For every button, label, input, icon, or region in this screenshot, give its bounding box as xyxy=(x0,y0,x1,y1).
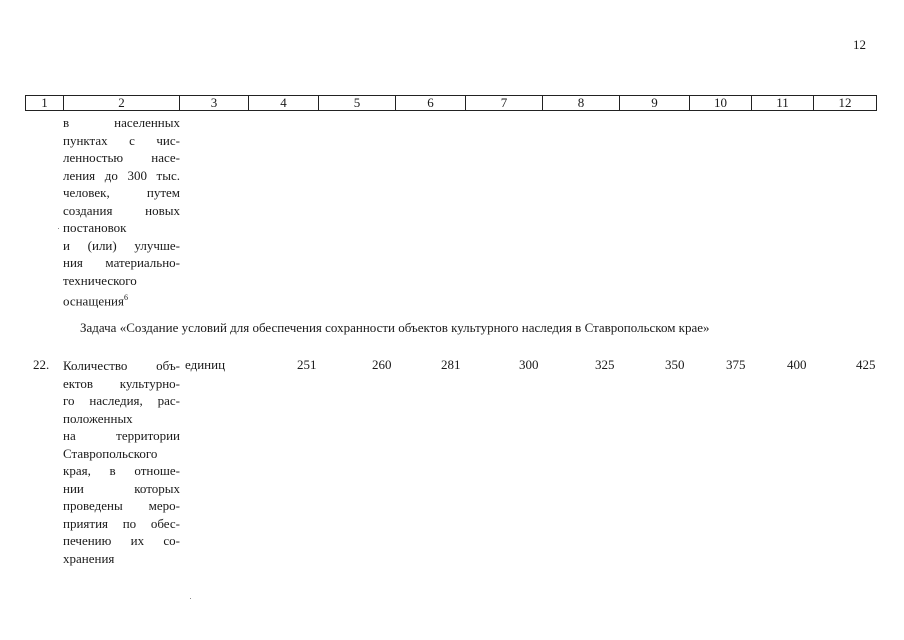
row-22-value-col-9: 350 xyxy=(665,357,685,372)
page-number: 12 xyxy=(853,37,866,52)
scan-speck xyxy=(58,228,59,229)
row-22-value-col-8: 325 xyxy=(595,357,615,372)
footnote-marker: 6 xyxy=(124,293,128,302)
header-col-11: 11 xyxy=(751,96,813,110)
header-col-1: 1 xyxy=(41,95,48,110)
row-number-22: 22. xyxy=(33,357,50,372)
header-col-3: 3 xyxy=(179,96,248,110)
header-col-7: 7 xyxy=(465,96,542,110)
task-heading: Задача «Создание условий для обеспечения сохранности объектов культурного наследия в Ставропольском крае» xyxy=(80,320,710,335)
row-22-value-col-6: 281 xyxy=(441,357,461,372)
row-22-value-col-10: 375 xyxy=(726,357,746,372)
row-22-value-col-5: 260 xyxy=(372,357,392,372)
table-header-row xyxy=(25,95,877,111)
prev-row-indicator-text: в населенных пунктах с чис- ленностью насе- ления до 300 тыс. человек, путем создания новых постановок и (или) улучше- ния материально- технического оснащения$^6$ xyxy=(63,115,180,309)
header-col-5: 5 xyxy=(318,96,395,110)
row-22-value-col-4: 251 xyxy=(297,357,317,372)
header-col-8: 8 xyxy=(542,96,619,110)
header-col-6: 6 xyxy=(395,96,465,110)
row-22-value-col-7: 300 xyxy=(519,357,539,372)
header-col-4: 4 xyxy=(248,96,318,110)
row-22-value-col-11: 400 xyxy=(787,357,807,372)
header-col-2: 2 xyxy=(63,96,179,110)
row-22-value-col-12: 425 xyxy=(856,357,876,372)
header-col-9: 9 xyxy=(619,96,689,110)
header-col-12: 12 xyxy=(813,96,876,110)
row-22-indicator-text: Количество объ- ектов культурно- го наследия, рас- положенных на территории Ставропольского края, в отноше- нии которых проведены меро- приятия по обес- печению их со- хранения xyxy=(63,358,180,566)
row-22-unit: единиц xyxy=(185,357,226,372)
header-col-10: 10 xyxy=(689,96,751,110)
scan-speck xyxy=(190,598,191,599)
